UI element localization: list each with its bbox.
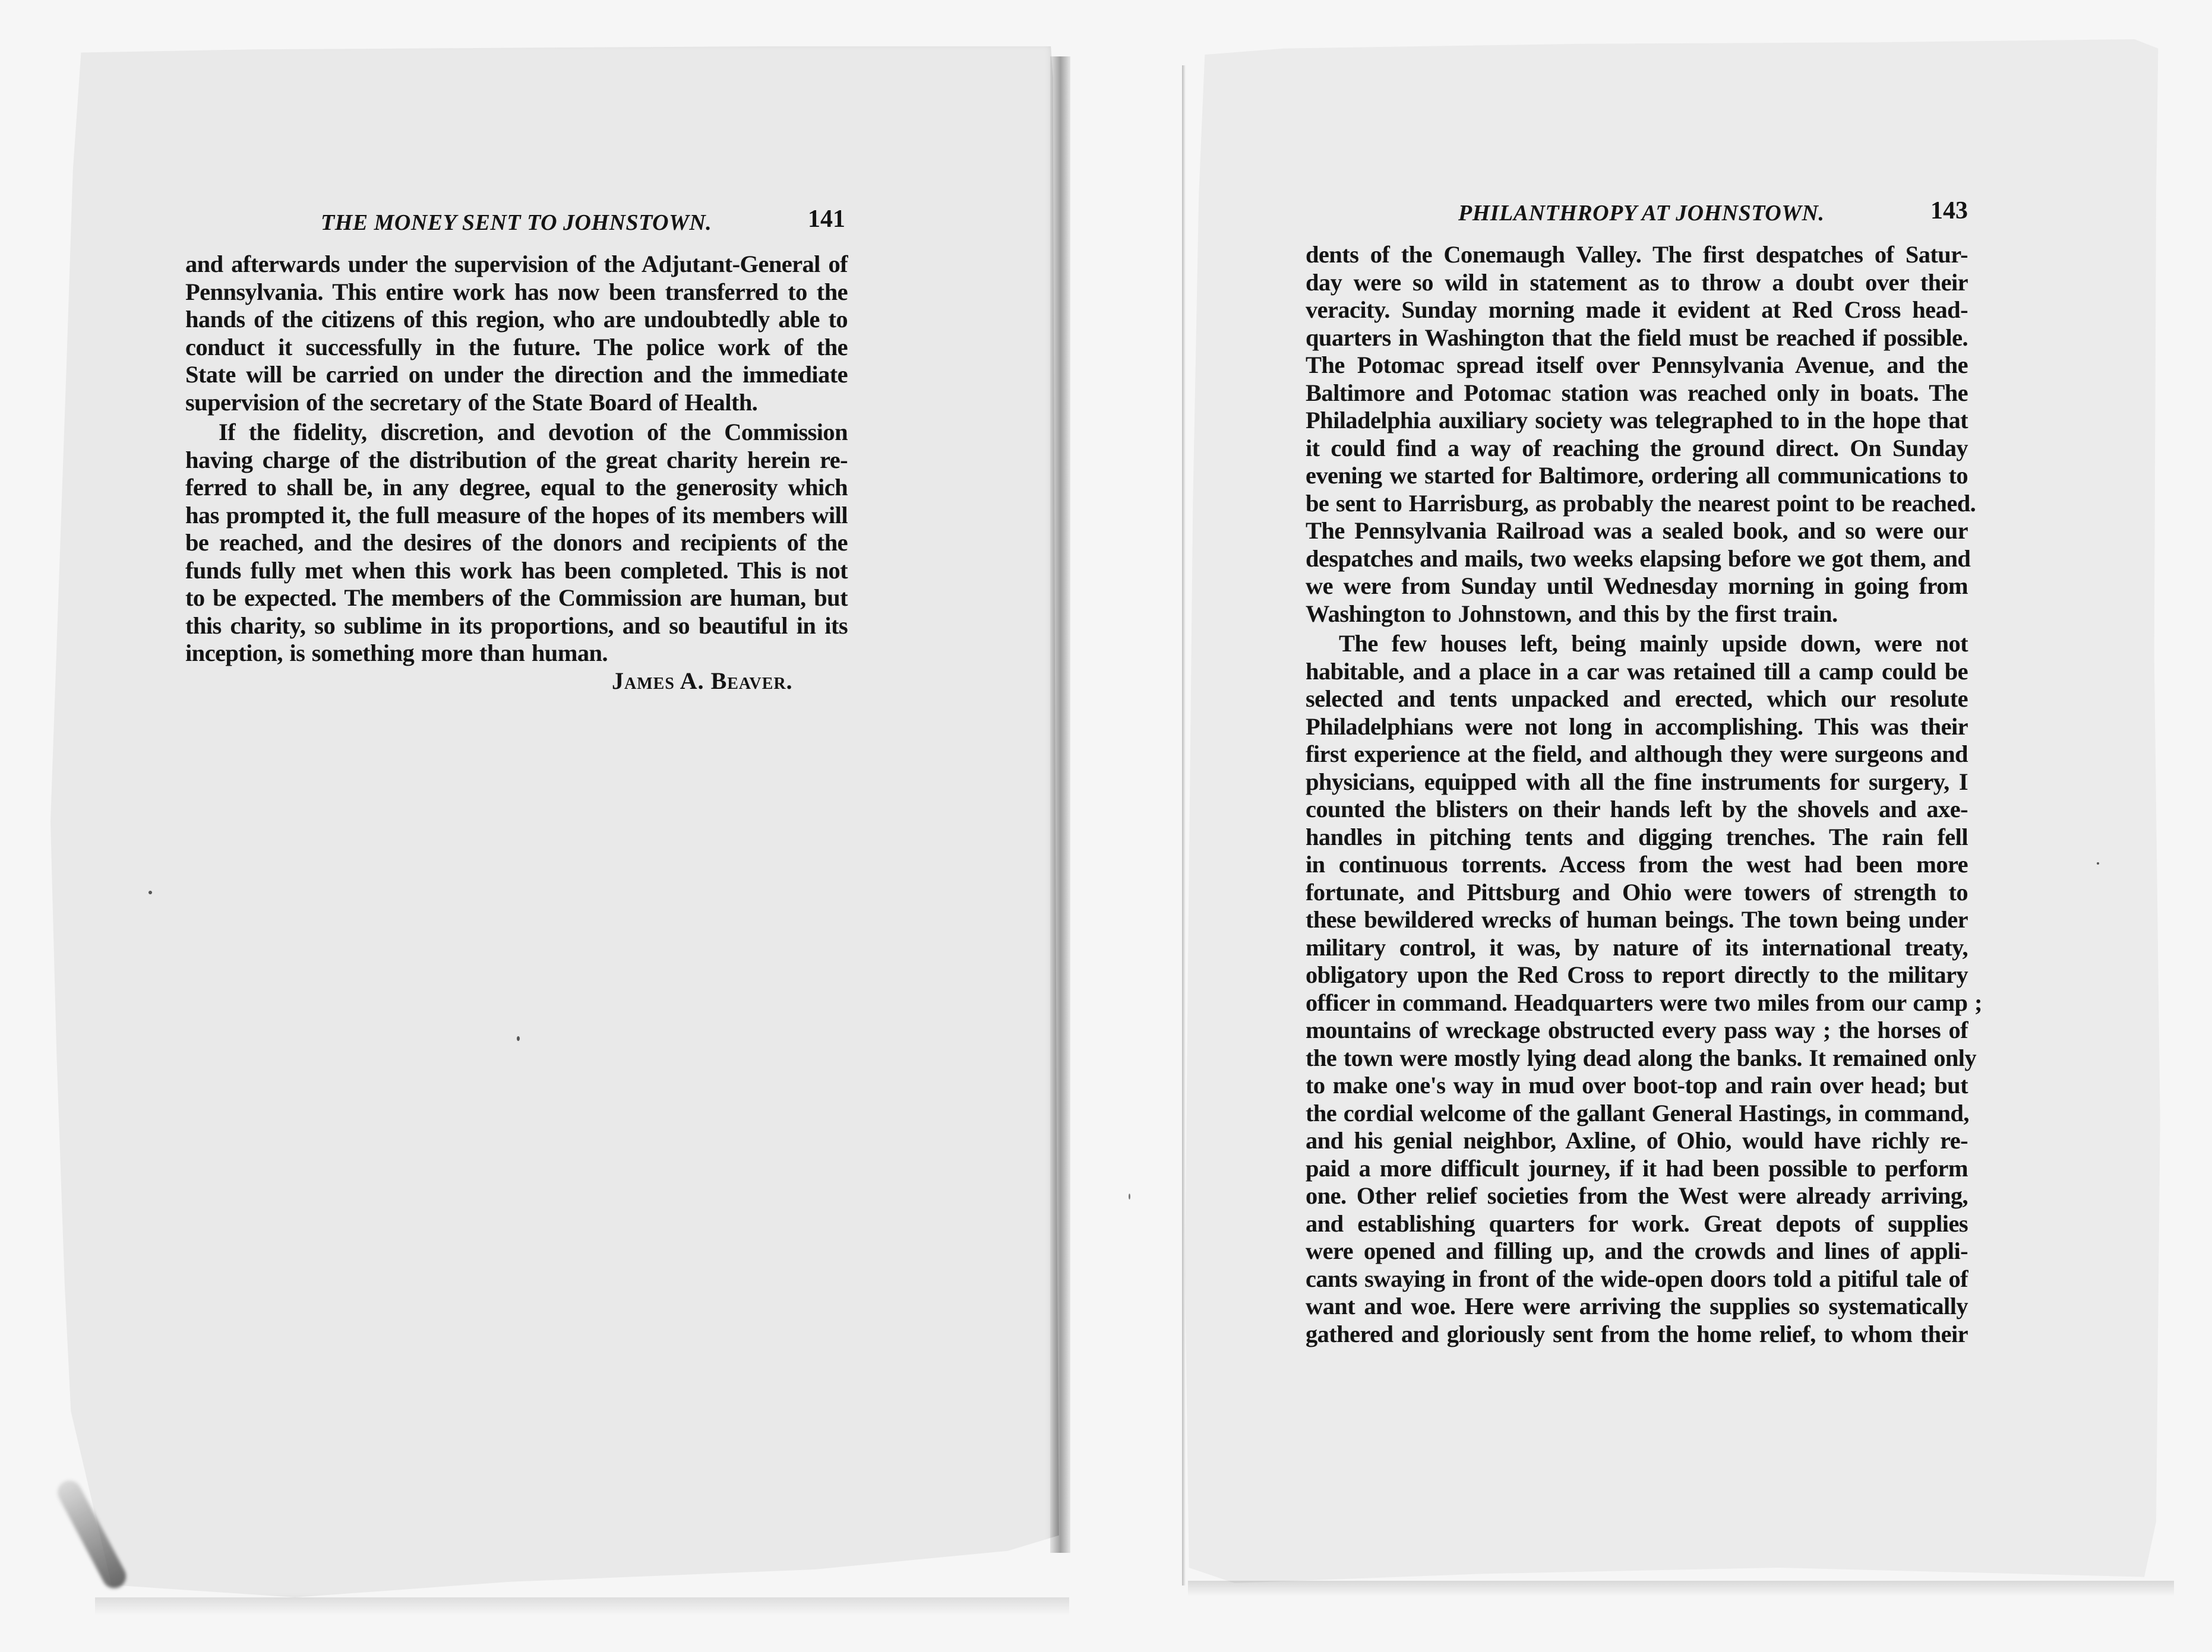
right-body-text [1306,241,1982,1348]
right-page-number: 143 [1930,197,1968,224]
text-line: dents of the Conemaugh Valley. The first despatches of Satur- [1306,241,1968,268]
text-line: despatches and mails, two weeks elapsing before we got them, and [1306,545,1971,572]
text-line: the town were mostly lying dead along the banks. It remained only [1306,1044,1977,1071]
text-line: having charge of the distribution of the great charity herein re- [185,446,848,473]
paragraph [1306,630,1982,1348]
right-page-edge-shadow [1182,65,1186,1585]
text-line: selected and tents unpacked and erected, which our resolute [1306,685,1968,712]
right-running-head: PHILANTHROPY AT JOHNSTOWN. [1458,201,1825,226]
paper-speck [1129,1194,1130,1200]
text-line: to make one's way in mud over boot-top and rain over head; but [1306,1072,1968,1099]
text-line: be sent to Harrisburg, as probably the nearest point to be reached. [1306,489,1976,517]
text-line: fortunate, and Pittsburg and Ohio were towers of strength to [1306,878,1968,906]
paper-speck [517,1036,520,1041]
text-line: we were from Sunday until Wednesday morning in going from [1306,572,1968,599]
right-page-bottom-shadow [1188,1581,2174,1596]
left-page-number: 141 [808,205,845,233]
text-line: first experience at the field, and although they were surgeons and [1306,740,1968,767]
text-line: Pennsylvania. This entire work has now been transferred to the [185,278,848,305]
text-line: mountains of wreckage obstructed every pass way ; the horses of [1306,1017,1968,1043]
text-line: If the fidelity, discretion, and devotion of the Commission [219,419,848,445]
paragraph [1306,241,1976,628]
text-line: gathered and gloriously sent from the home relief, to whom their [1306,1320,1968,1347]
text-line: to be expected. The members of the Commission are human, but [185,584,848,611]
text-line: The few houses left, being mainly upside down, were not [1339,630,1968,657]
text-line: and afterwards under the supervision of the Adjutant-General of [185,251,848,277]
text-line: State will be carried on under the direction and the immediate [185,361,848,388]
text-line: military control, it was, by nature of its international treaty, [1306,933,1968,961]
text-line: paid a more difficult journey, if it had been possible to perform [1306,1154,1968,1182]
text-line: inception, is something more than human. [185,640,608,666]
text-line: were opened and filling up, and the crowds and lines of appli- [1306,1238,1968,1264]
text-line: handles in pitching tents and digging trenches. The rain fell [1306,823,1968,850]
text-line: veracity. Sunday morning made it evident at Red Cross head- [1306,296,1968,323]
text-line: one. Other relief societies from the West were already arriving, [1306,1182,1968,1209]
text-line: Philadelphians were not long in accomplishing. This was their [1306,713,1968,740]
text-line: has prompted it, the full measure of the hopes of its members will [185,501,848,528]
left-running-head: THE MONEY SENT TO JOHNSTOWN. [321,210,712,235]
paragraph [185,251,848,416]
text-line: habitable, and a place in a car was retained till a camp could be [1306,657,1968,685]
text-line: and his genial neighbor, Axline, of Ohio, would have richly re- [1306,1127,1968,1154]
left-page-bottom-shadow [95,1597,1069,1615]
text-line: physicians, equipped with all the fine instruments for surgery, I [1306,768,1968,795]
text-line: Washington to Johnstown, and this by the first train. [1306,600,1838,627]
left-page-edge-shadow [1050,56,1070,1553]
text-line: officer in command. Headquarters were two miles from our camp ; [1306,989,1982,1016]
paper-speck [2097,862,2099,865]
signature: James A. Beaver. [612,667,793,694]
text-line: supervision of the secretary of the State Board of Health. [185,388,758,416]
text-line: The Pennsylvania Railroad was a sealed book, and so were our [1306,517,1968,544]
text-line: hands of the citizens of this region, who are undoubtedly able to [185,306,848,333]
text-line: in continuous torrents. Access from the west had been more [1306,851,1968,878]
text-line: quarters in Washington that the field must be reached if possible. [1306,324,1968,351]
text-line: counted the blisters on their hands left by the shovels and axe- [1306,796,1968,822]
left-body-text [185,251,848,667]
text-line: Baltimore and Potomac station was reached only in boats. The [1306,379,1968,406]
text-line: Philadelphia auxiliary society was telegraphed to in the hope that [1306,407,1968,433]
text-line: evening we started for Baltimore, ordering all communications to [1306,462,1968,489]
text-line: it could find a way of reaching the ground direct. On Sunday [1306,434,1968,461]
text-line: want and woe. Here were arriving the supplies so systematically [1306,1293,1968,1319]
text-line: and establishing quarters for work. Great depots of supplies [1306,1210,1968,1237]
text-line: conduct it successfully in the future. The police work of the [185,333,848,360]
text-line: cants swaying in front of the wide-open doors told a pitiful tale of [1306,1265,1968,1292]
text-line: this charity, so sublime in its proportions, and so beautiful in its [185,612,848,639]
paragraph [185,419,848,667]
text-line: be reached, and the desires of the donors and recipients of the [185,529,848,556]
text-line: obligatory upon the Red Cross to report directly to the military [1306,961,1968,988]
text-line: The Potomac spread itself over Pennsylvania Avenue, and the [1306,352,1968,378]
text-line: day were so wild in statement as to throw a doubt over their [1306,268,1968,296]
paper-speck [148,891,152,894]
text-line: ferred to shall be, in any degree, equal to the generosity which [185,474,848,501]
text-line: the cordial welcome of the gallant General Hastings, in command, [1306,1099,1969,1126]
text-line: funds fully met when this work has been completed. This is not [185,556,848,584]
text-line: these bewildered wrecks of human beings. The town being under [1306,906,1968,933]
